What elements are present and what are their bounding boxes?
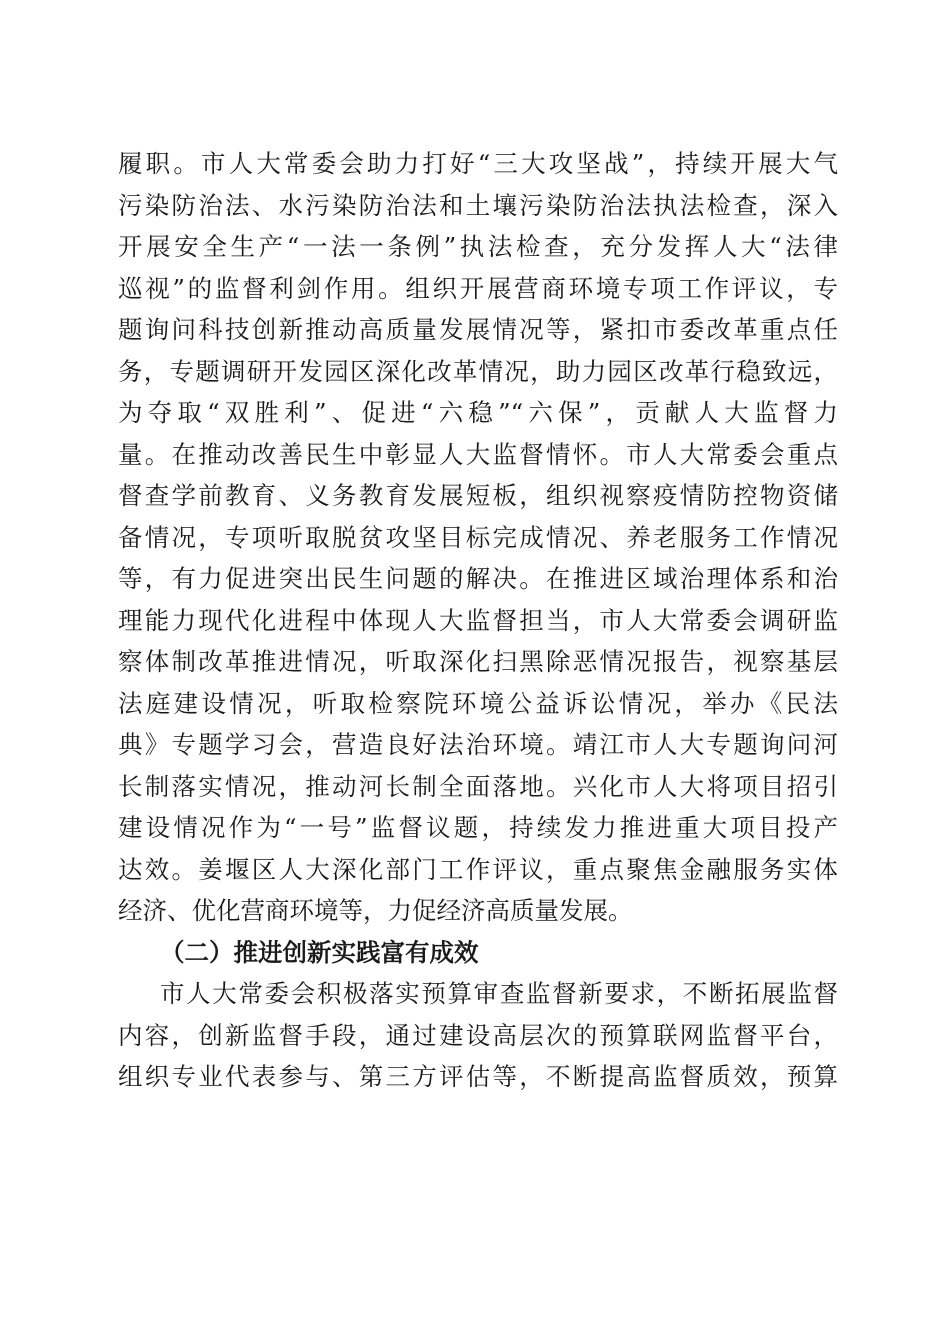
body-line: 察体制改革推进情况，听取深化扫黑除恶情况报告，视察基层 [118, 647, 838, 676]
body-line: 达效。姜堰区人大深化部门工作评议，重点聚焦金融服务实体 [118, 854, 838, 884]
body-line: 内容，创新监督手段，通过建设高层次的预算联网监督平台， [118, 1020, 838, 1050]
body-line: 理能力现代化进程中体现人大监督担当，市人大常委会调研监 [118, 605, 838, 635]
body-line: 典》专题学习会，营造良好法治环境。靖江市人大专题询问河 [118, 730, 838, 759]
body-line: 备情况，专项听取脱贫攻坚目标完成情况、养老服务工作情况 [118, 522, 838, 552]
body-line: 组织专业代表参与、第三方评估等，不断提高监督质效，预算 [118, 1062, 838, 1091]
body-line: 长制落实情况，推动河长制全面落地。兴化市人大将项目招引 [118, 771, 838, 801]
body-line: 题询问科技创新推动高质量发展情况等，紧扣市委改革重点任 [118, 315, 838, 344]
body-line: 法庭建设情况，听取检察院环境公益诉讼情况，举办《民法 [118, 688, 838, 718]
body-line: 经济、优化营商环境等，力促经济高质量发展。 [118, 896, 633, 925]
body-line: 等，有力促进突出民生问题的解决。在推进区域治理体系和治 [118, 564, 838, 593]
document-body [118, 143, 838, 1098]
body-line: 为夺取“双胜利”、促进“六稳”“六保”，贡献人大监督力 [118, 398, 838, 427]
section-heading: （二）推进创新实践富有成效 [160, 937, 479, 967]
body-line: 开展安全生产“一法一条例”执法检查，充分发挥人大“法律 [118, 232, 838, 261]
body-line: 建设情况作为“一号”监督议题，持续发力推进重大项目投产 [118, 813, 838, 842]
body-line: 污染防治法、水污染防治法和土壤污染防治法执法检查，深入 [118, 190, 838, 220]
body-line: 履职。市人大常委会助力打好“三大攻坚战”，持续开展大气 [118, 149, 838, 178]
body-line: 务，专题调研开发园区深化改革情况，助力园区改革行稳致远， [118, 356, 838, 386]
body-line: 巡视”的监督利剑作用。组织开展营商环境专项工作评议，专 [118, 273, 838, 303]
body-line: 量。在推动改善民生中彰显人大监督情怀。市人大常委会重点 [118, 439, 838, 469]
paragraph-first-line: 市人大常委会积极落实预算审查监督新要求，不断拓展监督 [160, 979, 838, 1008]
body-line: 督查学前教育、义务教育发展短板，组织视察疫情防控物资储 [118, 481, 838, 510]
